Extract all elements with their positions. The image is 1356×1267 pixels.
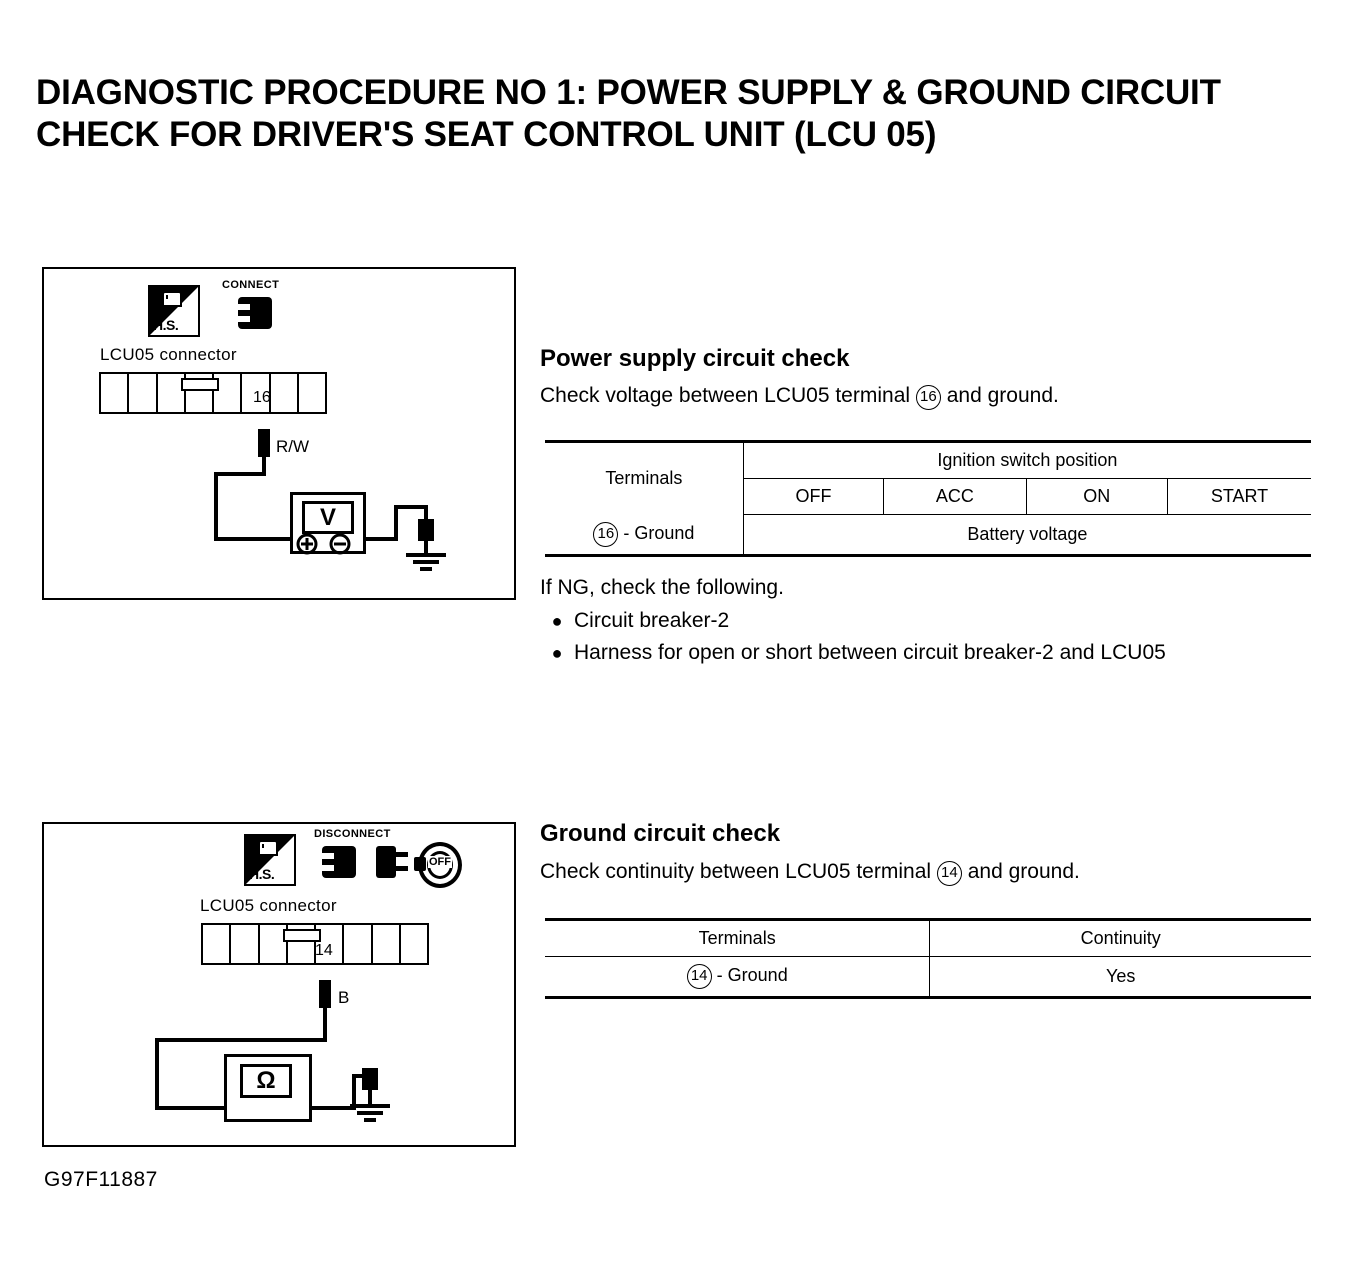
terminal-number-16: 16 xyxy=(253,389,271,406)
header-terminals: Terminals xyxy=(545,442,743,515)
header-continuity: Continuity xyxy=(930,920,1311,957)
row-value-battery-voltage: Battery voltage xyxy=(743,515,1311,556)
row-terminal-label: - Ground xyxy=(716,965,788,985)
power-supply-figure xyxy=(42,267,516,600)
list-item xyxy=(540,606,1320,636)
badge-label: H.S. xyxy=(249,866,275,882)
instruction-text-pre: Check voltage between LCU05 terminal xyxy=(540,384,911,407)
row-terminal-label: - Ground xyxy=(623,522,695,543)
connector-caption: LCU05 connector xyxy=(200,896,337,915)
list-item-label: Circuit breaker-2 xyxy=(574,609,730,632)
connector-caption: LCU05 connector xyxy=(100,345,237,364)
off-label: OFF xyxy=(429,856,451,868)
bullet-icon: ● xyxy=(551,643,563,663)
terminal-badge-16: 16 xyxy=(916,385,941,410)
ng-check-list xyxy=(540,606,1320,670)
badge-label: H.S. xyxy=(153,317,179,333)
terminal-number-14: 14 xyxy=(315,942,333,959)
ground-circuit-table xyxy=(545,918,1311,999)
terminal-badge-14: 14 xyxy=(937,861,962,886)
instruction-text-pre: Check continuity between LCU05 terminal xyxy=(540,860,932,883)
row-value-continuity: Yes xyxy=(930,957,1311,998)
header-acc: ACC xyxy=(884,479,1026,515)
header-start: START xyxy=(1168,479,1312,515)
ohmmeter-display: Ω xyxy=(240,1064,292,1098)
power-supply-table xyxy=(545,440,1311,557)
ground-circuit-instruction xyxy=(540,860,1080,886)
wire-label-rw: R/W xyxy=(276,437,310,456)
header-terminals: Terminals xyxy=(545,920,930,957)
header-off: OFF xyxy=(743,479,883,515)
page-title: DIAGNOSTIC PROCEDURE NO 1: POWER SUPPLY & GROUND CIRCUIT CHECK FOR DRIVER'S SEAT CONTROL UNIT (LCU 05) xyxy=(36,73,1221,154)
disconnect-label: DISCONNECT xyxy=(314,828,391,840)
instruction-text-post: and ground. xyxy=(967,860,1080,883)
bullet-icon: ● xyxy=(551,611,563,631)
figure-code: G97F11887 xyxy=(44,1168,158,1191)
ng-note: If NG, check the following. xyxy=(540,576,784,599)
row-terminal-14-ground xyxy=(545,957,930,998)
terminal-badge-16: 16 xyxy=(593,522,618,547)
list-item-label: Harness for open or short between circuit breaker-2 and LCU05 xyxy=(574,641,1166,664)
power-supply-heading: Power supply circuit check xyxy=(540,345,850,372)
power-supply-instruction xyxy=(540,384,1059,410)
voltmeter-display: V xyxy=(302,501,354,534)
meter-terminals xyxy=(44,269,514,598)
connect-label: CONNECT xyxy=(222,279,280,291)
wire-label-b: B xyxy=(338,988,350,1007)
terminal-badge-14: 14 xyxy=(687,964,712,989)
header-ignition-position: Ignition switch position xyxy=(743,442,1311,479)
instruction-text-post: and ground. xyxy=(946,384,1059,407)
list-item xyxy=(540,638,1320,668)
ground-circuit-heading: Ground circuit check xyxy=(540,820,781,847)
ground-circuit-figure xyxy=(42,822,516,1147)
row-terminal-16-ground xyxy=(545,515,743,556)
header-on: ON xyxy=(1026,479,1167,515)
